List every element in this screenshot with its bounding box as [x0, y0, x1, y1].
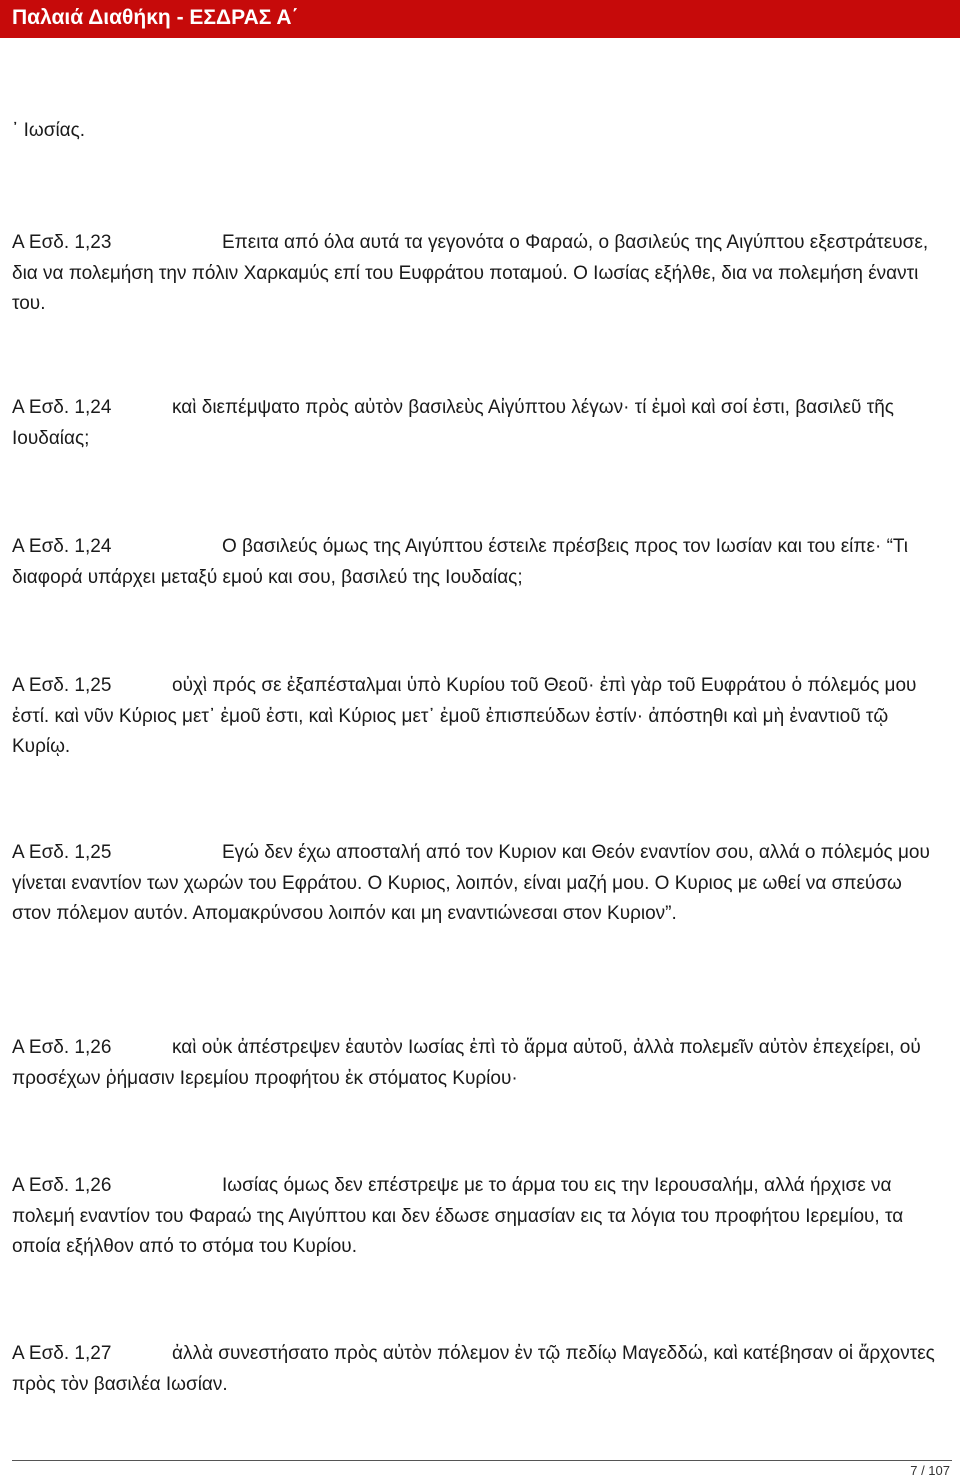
verse-block [12, 838, 942, 930]
verse-ref: Α Εσδ. 1,24 [12, 536, 112, 557]
footer-divider [12, 1460, 952, 1461]
page-number: 7 / 107 [910, 1463, 950, 1478]
verse-block [12, 228, 942, 320]
verse-text: καὶ οὐκ ἀπέστρεψεν ἑαυτὸν Ιωσίας ἐπὶ τὸ ἅρμα αὐτοῦ, ἀλλὰ πολεμεῖν αὐτὸν ἐπεχείρει, οὐ προσέχων ῥήμασιν Ιερεμίου προφήτου ἐκ στόματος Κυρίου· [12, 1037, 921, 1089]
verse-fragment: ᾿ Ιωσίας. [12, 120, 86, 141]
header-bar [0, 0, 960, 38]
verse-ref: Α Εσδ. 1,23 [12, 232, 112, 253]
verse-text: Επειτα από όλα αυτά τα γεγονότα ο Φαραώ, ο βασιλεύς της Αιγύπτου εξεστράτευσε, δια να πολεμήση την πόλιν Χαρκαμύς επί του Ευφράτου ποταμού. Ο Ιωσίας εξήλθε, δια να πολεμήση έναντι του. [12, 232, 929, 314]
verse-ref: Α Εσδ. 1,26 [12, 1175, 112, 1196]
verse-ref: Α Εσδ. 1,24 [12, 397, 112, 418]
verse-text: ἀλλὰ συνεστήσατο πρὸς αὐτὸν πόλεμον ἐν τῷ πεδίῳ Μαγεδδώ, καὶ κατέβησαν οἱ ἄρχοντες πρὸς τὸν βασιλέα Ιωσίαν. [12, 1343, 935, 1395]
verse-block [12, 393, 942, 454]
verse-block [12, 1171, 942, 1263]
verse-block [12, 1339, 942, 1400]
verse-ref: Α Εσδ. 1,26 [12, 1037, 112, 1058]
verse-text: Ο βασιλεύς όμως της Αιγύπτου έστειλε πρέσβεις προς τον Ιωσίαν και του είπε· “Τι διαφορά υπάρχει μεταξύ εμού και σου, βασιλεύ της Ιουδαίας; [12, 536, 909, 588]
verse-text: Ιωσίας όμως δεν επέστρεψε με το άρμα του εις την Ιερουσαλήμ, αλλά ήρχισε να πολεμή εναντίον του Φαραώ της Αιγύπτου και δεν έδωσε σημασίαν εις τα λόγια του προφήτου Ιερεμίου, τα οποία εξήλθον από το στόμα του Κυρίου. [12, 1175, 904, 1257]
verse-text: καὶ διεπέμψατο πρὸς αὐτὸν βασιλεὺς Αἰγύπτου λέγων· τί ἐμοὶ καὶ σοί ἐστι, βασιλεῦ τῆς Ιουδαίας; [12, 397, 894, 449]
verse-ref: Α Εσδ. 1,25 [12, 842, 112, 863]
verse-text: Εγώ δεν έχω αποσταλή από τον Κυριον και Θεόν εναντίον σου, αλλά ο πόλεμός μου γίνεται εναντίον των χωρών του Εφράτου. Ο Κυριος, λοιπόν, είναι μαζή μου. Ο Κυριος με ωθεί να σπεύσω στον πόλεμον αυτόν. Απομακρύνσου λοιπόν και μη εναντιώνεσαι στον Κυριον”. [12, 842, 930, 924]
verse-block [12, 671, 942, 763]
verse-text: οὐχὶ πρός σε ἐξαπέσταλμαι ὑπὸ Κυρίου τοῦ Θεοῦ· ἐπὶ γὰρ τοῦ Ευφράτου ὁ πόλεμός μου ἐστί. καὶ νῦν Κύριος μετ᾿ ἐμοῦ ἐστι, καὶ Κύριος μετ᾿ ἐμοῦ ἐπισπεύδων ἐστίν· ἀπόστηθι καὶ μὴ ἐναντιοῦ τῷ Κυρίῳ. [12, 675, 917, 757]
page-title: Παλαιά Διαθήκη - ΕΣΔΡΑΣ Α΄ [12, 6, 299, 29]
verse-ref: Α Εσδ. 1,27 [12, 1343, 112, 1364]
verse-block [12, 1033, 942, 1094]
verse-ref: Α Εσδ. 1,25 [12, 675, 112, 696]
verse-block [12, 532, 942, 593]
